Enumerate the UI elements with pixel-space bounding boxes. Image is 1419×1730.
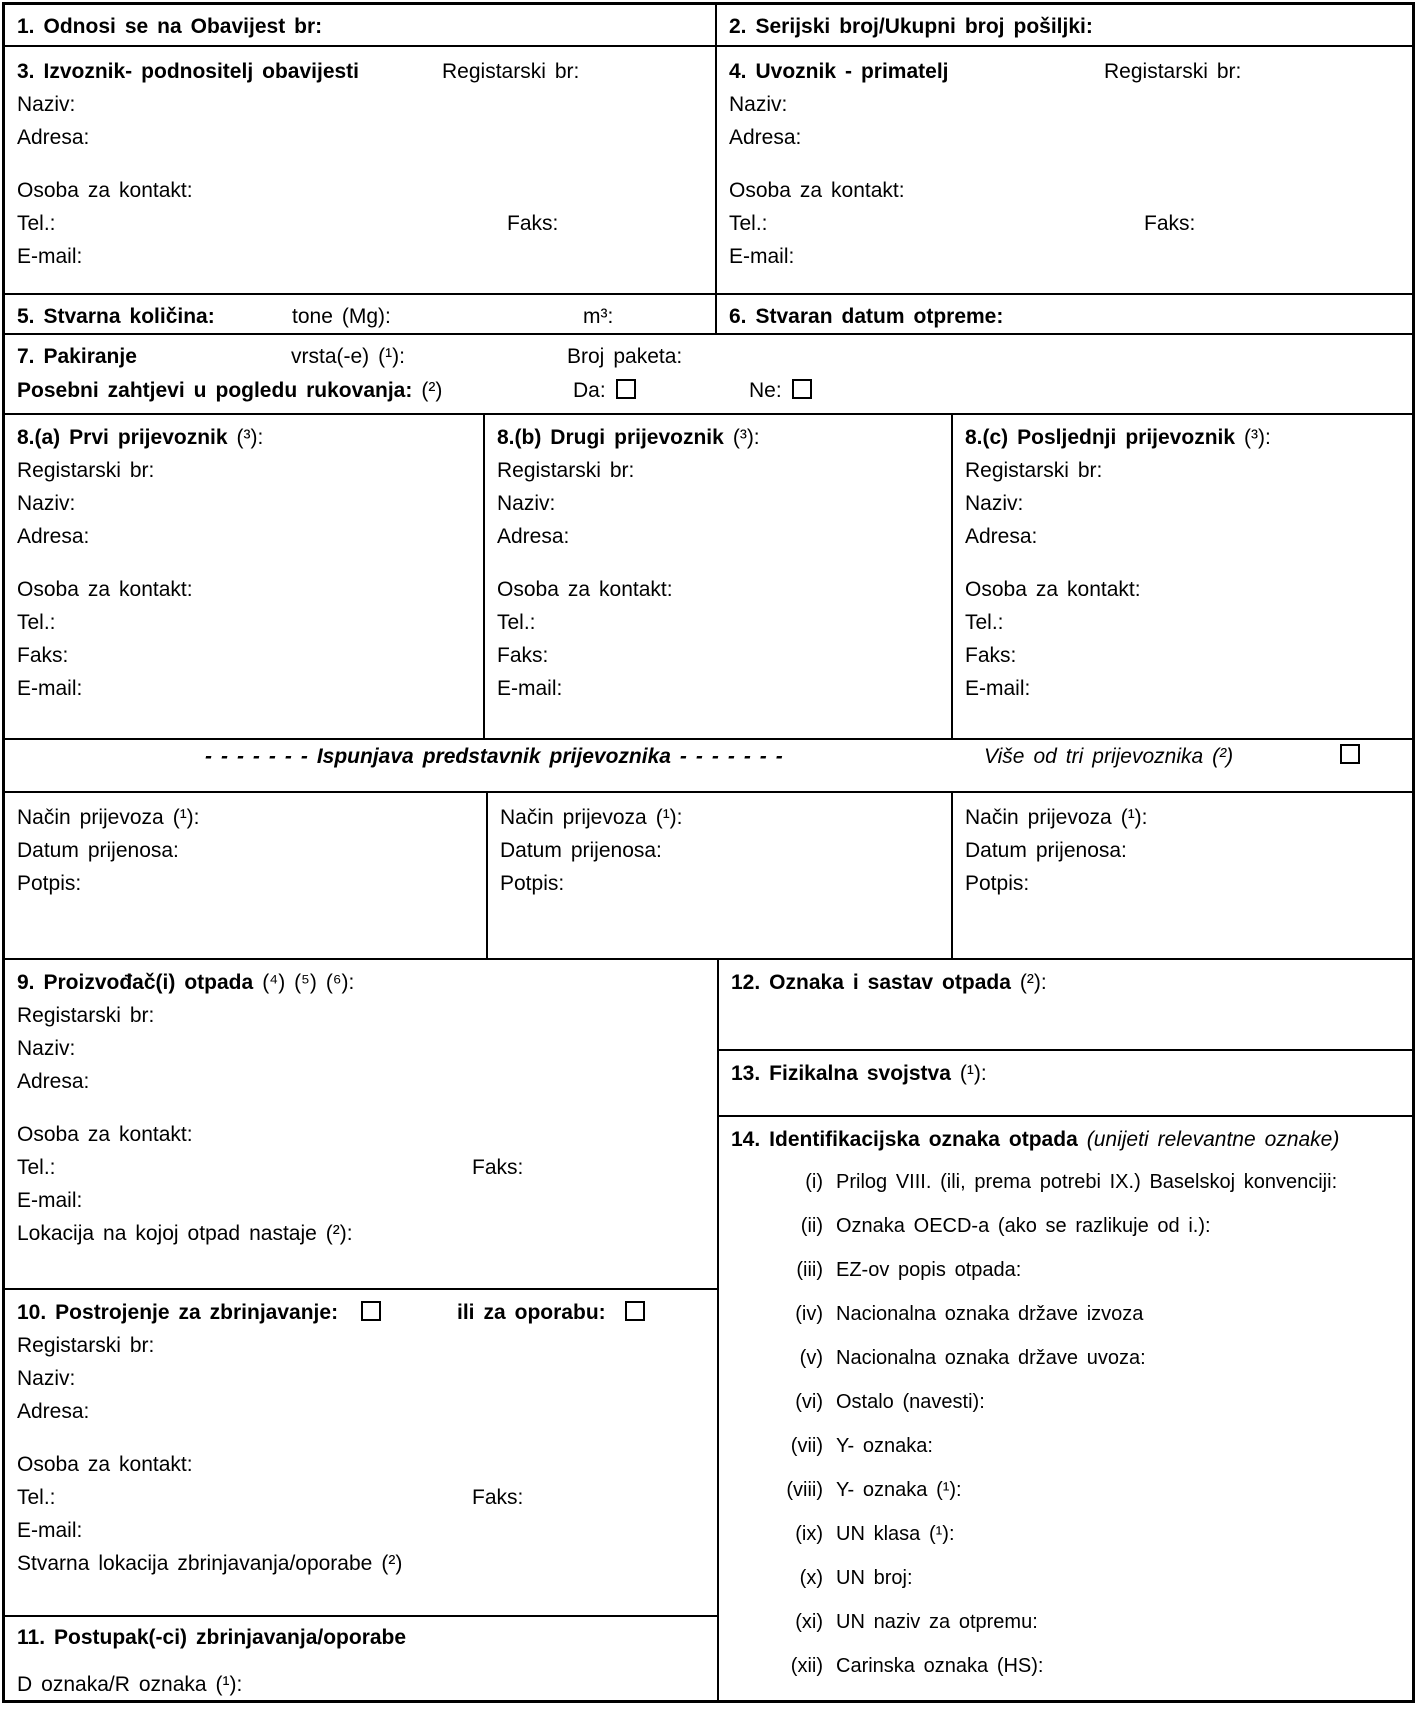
contact-person-label: Osoba za kontakt:	[497, 578, 673, 601]
fax-label: Faks:	[965, 644, 1017, 667]
section-10-header	[17, 1296, 705, 1329]
form-grid	[2, 2, 1415, 1703]
item-label: UN broj:	[836, 1567, 913, 1589]
tel-fax-line	[729, 207, 1400, 240]
section-8a-first-carrier	[5, 413, 483, 738]
section-3-exporter	[5, 45, 715, 293]
means-of-transport-label: Način prijevoza (¹):	[17, 806, 200, 829]
signature-label: Potpis:	[17, 872, 82, 895]
registration-number-label: Registarski br:	[17, 459, 155, 482]
section-2-title: 2. Serijski broj/Ukupni broj pošiljki:	[729, 15, 1093, 38]
section-9-footnotes: (⁴) (⁵) (⁶):	[262, 971, 355, 994]
fax-label: Faks:	[1144, 212, 1196, 235]
section-13-header	[731, 1057, 1400, 1090]
item-label: Prilog VIII. (ili, prema potrebi IX.) Baselskoj konvenciji:	[836, 1171, 1338, 1193]
list-item-un-class	[731, 1518, 1400, 1562]
package-count-label: Broj paketa:	[567, 345, 683, 368]
checkbox-disposal-facility[interactable]	[361, 1301, 381, 1321]
name-label: Naziv:	[497, 492, 556, 515]
section-1-title: 1. Odnosi se na Obavijest br:	[17, 15, 323, 38]
registration-number-label: Registarski br:	[17, 1004, 155, 1027]
section-10-facility	[5, 1288, 717, 1615]
signature-label: Potpis:	[965, 872, 1030, 895]
fax-label: Faks:	[507, 212, 559, 235]
item-label: UN naziv za otpremu:	[836, 1611, 1038, 1633]
contact-person-label: Osoba za kontakt:	[17, 578, 193, 601]
name-label: Naziv:	[17, 93, 76, 116]
section-8a-footnote: (³):	[236, 426, 264, 449]
section-12-footnote: (²):	[1019, 971, 1047, 994]
list-item-import-country-code	[731, 1342, 1400, 1386]
item-label: UN klasa (¹):	[836, 1523, 955, 1545]
section-14-waste-identification	[717, 1115, 1412, 1702]
blank-line	[965, 553, 1400, 573]
address-label: Adresa:	[965, 525, 1038, 548]
blank-line	[729, 154, 1400, 174]
list-item-other	[731, 1386, 1400, 1430]
section-14-header	[731, 1123, 1400, 1156]
item-label: Y- oznaka (¹):	[836, 1479, 962, 1501]
section-7-packaging	[5, 333, 1412, 413]
section-8b-title: 8.(b) Drugi prijevoznik	[497, 426, 724, 449]
contact-person-label: Osoba za kontakt:	[17, 179, 193, 202]
blank-line	[17, 1654, 705, 1668]
section-8b-second-carrier	[483, 413, 951, 738]
section-13-physical-characteristics	[717, 1049, 1412, 1115]
transfer-date-label: Datum prijenosa:	[965, 839, 1127, 862]
checkbox-yes[interactable]	[616, 379, 636, 399]
list-item-basel-annex	[731, 1166, 1400, 1210]
cubic-metres-label: m³:	[583, 305, 614, 328]
section-9-waste-generator	[5, 958, 717, 1288]
section-9-title: 9. Proizvođač(i) otpada	[17, 971, 254, 994]
section-11-title: 11. Postupak(-ci) zbrinjavanja/oporabe	[17, 1626, 407, 1649]
section-13-title: 13. Fizikalna svojstva	[731, 1062, 951, 1085]
tel-fax-line	[17, 207, 703, 240]
blank-line	[17, 1428, 705, 1448]
item-label: Carinska oznaka (HS):	[836, 1655, 1044, 1677]
email-label: E-mail:	[965, 677, 1031, 700]
section-1-notification-ref	[5, 5, 715, 45]
list-item-ec-list	[731, 1254, 1400, 1298]
item-label: Y- oznaka:	[836, 1435, 933, 1457]
email-label: E-mail:	[17, 1519, 83, 1542]
email-label: E-mail:	[17, 1189, 83, 1212]
list-item-customs-code	[731, 1650, 1400, 1694]
section-7-header	[17, 340, 1400, 374]
yes-option	[573, 374, 636, 407]
section-11-operations	[5, 1615, 717, 1702]
blank-line	[17, 154, 703, 174]
item-number: (vii)	[790, 1435, 823, 1457]
transport-details-first-carrier	[5, 791, 486, 958]
item-label: Nacionalna oznaka države uvoza:	[836, 1347, 1146, 1369]
special-handling-label: Posebni zahtjevi u pogledu rukovanja:	[17, 379, 413, 402]
item-label: Nacionalna oznaka države izvoza	[836, 1303, 1144, 1325]
item-number: (xii)	[790, 1655, 823, 1677]
no-label: Ne:	[749, 379, 782, 402]
section-7-title: 7. Pakiranje	[17, 345, 137, 368]
section-5-header	[17, 300, 703, 333]
list-item-un-number	[731, 1562, 1400, 1606]
section-13-footnote: (¹):	[959, 1062, 987, 1085]
list-item-export-country-code	[731, 1298, 1400, 1342]
fax-label: Faks:	[17, 644, 69, 667]
address-label: Adresa:	[17, 1400, 90, 1423]
name-label: Naziv:	[17, 1037, 76, 1060]
section-6-title: 6. Stvaran datum otpreme:	[729, 305, 1004, 328]
section-8c-footnote: (³):	[1244, 426, 1271, 449]
signature-label: Potpis:	[500, 872, 565, 895]
section-9-header	[17, 966, 705, 999]
tel-label: Tel.:	[497, 611, 536, 634]
blank-line	[17, 553, 471, 573]
address-label: Adresa:	[17, 525, 90, 548]
section-8a-header	[17, 421, 471, 454]
address-label: Adresa:	[17, 1070, 90, 1093]
email-label: E-mail:	[17, 677, 83, 700]
name-label: Naziv:	[17, 1367, 76, 1390]
section-14-subtitle: (unijeti relevantne oznake)	[1086, 1128, 1340, 1151]
section-12-title: 12. Oznaka i sastav otpada	[731, 971, 1011, 994]
actual-site-label: Stvarna lokacija zbrinjavanja/oporabe (²)	[17, 1552, 403, 1575]
registration-number-label: Registarski br:	[17, 1334, 155, 1357]
registration-number-label: Registarski br:	[1104, 60, 1242, 83]
section-8b-footnote: (³):	[732, 426, 760, 449]
tonnes-label: tone (Mg):	[292, 305, 391, 328]
tel-label: Tel.:	[17, 1486, 56, 1509]
section-8b-header	[497, 421, 939, 454]
item-number: (xi)	[795, 1611, 823, 1633]
d-code-r-code-label: D oznaka/R oznaka (¹):	[17, 1673, 243, 1696]
item-number: (ix)	[795, 1523, 823, 1545]
item-label: Oznaka OECD-a (ako se razlikuje od i.):	[836, 1215, 1211, 1237]
item-number: (ii)	[800, 1215, 823, 1237]
checkbox-more-than-three-carriers[interactable]	[1340, 744, 1360, 764]
yes-label: Da:	[573, 379, 606, 402]
tel-label: Tel.:	[17, 212, 56, 235]
section-8c-title: 8.(c) Posljednji prijevoznik	[965, 426, 1236, 449]
section-4-header	[729, 55, 1400, 88]
tel-label: Tel.:	[17, 1156, 56, 1179]
item-number: (i)	[805, 1171, 823, 1193]
section-3-title: 3. Izvoznik- podnositelj obavijesti	[17, 60, 360, 83]
contact-person-label: Osoba za kontakt:	[17, 1453, 193, 1476]
list-item-oecd-code	[731, 1210, 1400, 1254]
fax-label: Faks:	[472, 1486, 524, 1509]
section-2-serial-number	[715, 5, 1412, 45]
transfer-date-label: Datum prijenosa:	[500, 839, 662, 862]
item-number: (x)	[799, 1567, 823, 1589]
fax-label: Faks:	[472, 1156, 524, 1179]
section-5-actual-quantity	[5, 293, 715, 333]
special-handling-line	[17, 374, 1400, 408]
blank-line	[17, 1098, 705, 1118]
list-item-un-shipping-name	[731, 1606, 1400, 1650]
transport-details-last-carrier	[951, 791, 1412, 958]
transport-details-second-carrier	[486, 791, 951, 958]
address-label: Adresa:	[729, 126, 802, 149]
carrier-representative-strip	[5, 738, 1412, 791]
filled-by-carrier-representative-label: - - - - - - - Ispunjava predstavnik prijevoznika - - - - - - -	[205, 745, 783, 768]
email-label: E-mail:	[729, 245, 795, 268]
fax-label: Faks:	[497, 644, 549, 667]
email-label: E-mail:	[497, 677, 563, 700]
name-label: Naziv:	[965, 492, 1024, 515]
checkbox-no[interactable]	[792, 379, 812, 399]
email-label: E-mail:	[17, 245, 83, 268]
list-item-y-code	[731, 1430, 1400, 1474]
means-of-transport-label: Način prijevoza (¹):	[500, 806, 683, 829]
name-label: Naziv:	[729, 93, 788, 116]
registration-number-label: Registarski br:	[497, 459, 635, 482]
contact-person-label: Osoba za kontakt:	[965, 578, 1141, 601]
tel-label: Tel.:	[17, 611, 56, 634]
section-14-title: 14. Identifikacijska oznaka otpada	[731, 1128, 1078, 1151]
contact-person-label: Osoba za kontakt:	[729, 179, 905, 202]
item-number: (iii)	[796, 1259, 823, 1281]
section-12-waste-designation	[717, 958, 1412, 1049]
item-number: (viii)	[786, 1479, 823, 1501]
section-3-header	[17, 55, 703, 88]
tel-fax-line	[17, 1151, 705, 1184]
address-label: Adresa:	[497, 525, 570, 548]
transfer-date-label: Datum prijenosa:	[17, 839, 179, 862]
section-8a-title: 8.(a) Prvi prijevoznik	[17, 426, 228, 449]
registration-number-label: Registarski br:	[965, 459, 1103, 482]
section-6-shipment-date	[715, 293, 1412, 333]
tel-label: Tel.:	[965, 611, 1004, 634]
checkbox-recovery-facility[interactable]	[625, 1301, 645, 1321]
blank-line	[731, 1156, 1400, 1166]
item-label: Ostalo (navesti):	[836, 1391, 985, 1413]
tel-fax-line	[17, 1481, 705, 1514]
name-label: Naziv:	[17, 492, 76, 515]
tel-label: Tel.:	[729, 212, 768, 235]
section-8c-last-carrier	[951, 413, 1412, 738]
item-number: (v)	[799, 1347, 823, 1369]
item-number: (vi)	[795, 1391, 823, 1413]
item-number: (iv)	[795, 1303, 823, 1325]
more-than-three-carriers-label: Više od tri prijevoznika (²)	[984, 745, 1234, 768]
blank-line	[497, 553, 939, 573]
site-of-generation-label: Lokacija na kojoj otpad nastaje (²):	[17, 1222, 353, 1245]
special-handling-footnote: (²)	[421, 379, 443, 402]
section-12-header	[731, 966, 1400, 999]
packaging-type-label: vrsta(-e) (¹):	[291, 345, 405, 368]
address-label: Adresa:	[17, 126, 90, 149]
no-option	[749, 374, 812, 407]
means-of-transport-label: Način prijevoza (¹):	[965, 806, 1148, 829]
list-item-y-code-2	[731, 1474, 1400, 1518]
contact-person-label: Osoba za kontakt:	[17, 1123, 193, 1146]
section-5-title: 5. Stvarna količina:	[17, 305, 215, 328]
section-8c-header	[965, 421, 1400, 454]
section-10-title: 10. Postrojenje za zbrinjavanje:	[17, 1301, 339, 1324]
registration-number-label: Registarski br:	[442, 60, 580, 83]
section-4-title: 4. Uvoznik - primatelj	[729, 60, 949, 83]
or-recovery-label: ili za oporabu:	[457, 1301, 606, 1324]
item-label: EZ-ov popis otpada:	[836, 1259, 1022, 1281]
section-4-importer	[715, 45, 1412, 293]
